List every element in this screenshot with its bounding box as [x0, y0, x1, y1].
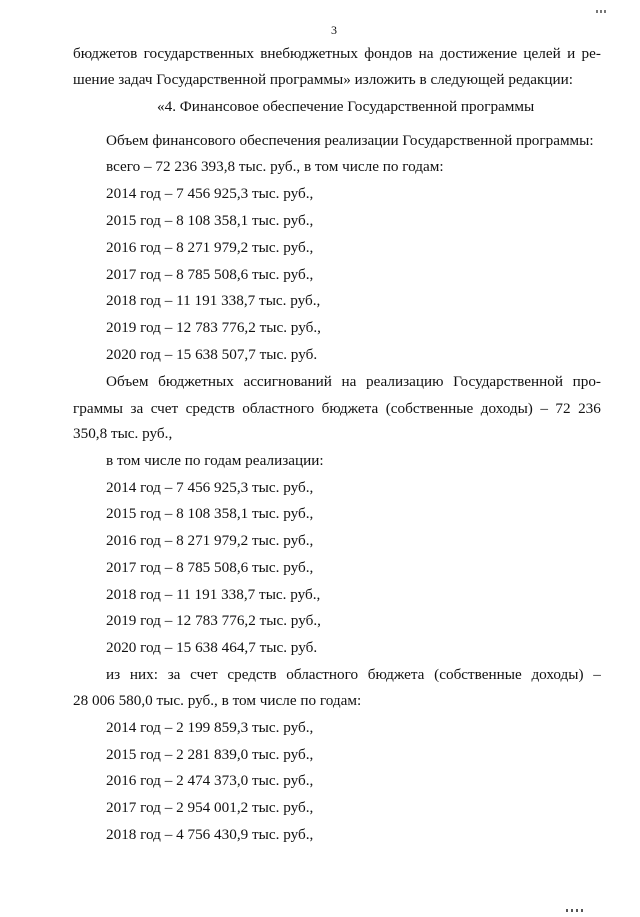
word: целей — [523, 45, 561, 62]
word: средств — [227, 666, 277, 683]
word: и — [567, 45, 576, 62]
word: – — [540, 400, 548, 417]
word: доходы) — [531, 666, 584, 683]
scan-mark-top — [596, 0, 610, 3]
total-year-2017: 2017 год – 8 785 508,6 тыс. руб., — [106, 266, 314, 283]
own-revenue-year-2018: 2018 год – 4 756 430,9 тыс. руб., — [106, 826, 314, 843]
budget-line-2 — [73, 400, 601, 418]
word: реализацию — [366, 373, 444, 390]
word: бюджетных — [158, 373, 234, 390]
word: счет — [190, 666, 218, 683]
page-number: 3 — [331, 23, 337, 37]
word: областного — [286, 666, 359, 683]
budget-year-2018: 2018 год – 11 191 338,7 тыс. руб., — [106, 586, 321, 603]
section-title: «4. Финансовое обеспечение Государственной программы — [157, 98, 535, 115]
word: (собственные — [385, 400, 474, 417]
word: областного — [242, 400, 315, 417]
word: ассигнований — [243, 373, 332, 390]
word: ре- — [581, 45, 601, 62]
word: доходы) — [480, 400, 533, 417]
word: них: — [129, 666, 158, 683]
own-revenue-year-2015: 2015 год – 2 281 839,0 тыс. руб., — [106, 746, 314, 763]
word: бюджета — [321, 400, 379, 417]
word: счет — [150, 400, 179, 417]
total-year-2016: 2016 год – 8 271 979,2 тыс. руб., — [106, 239, 314, 256]
word: бюджетов — [73, 45, 138, 62]
budget-line-1 — [106, 373, 601, 391]
word: средств — [185, 400, 235, 417]
budget-line-4: в том числе по годам реализации: — [106, 452, 324, 469]
word: фондов — [364, 45, 413, 62]
own-revenue-line-1 — [106, 666, 601, 684]
word: за — [167, 666, 181, 683]
word: Объем — [106, 373, 149, 390]
word: 72 — [555, 400, 571, 417]
word: за — [130, 400, 144, 417]
word: достижение — [439, 45, 518, 62]
total-year-2019: 2019 год – 12 783 776,2 тыс. руб., — [106, 319, 321, 336]
word: на — [341, 373, 357, 390]
word: про- — [572, 373, 601, 390]
intro-line-1 — [73, 45, 601, 63]
total-year-2020: 2020 год – 15 638 507,7 тыс. руб. — [106, 346, 318, 363]
total-line-1: Объем финансового обеспечения реализации Государственной программы: — [106, 132, 594, 149]
budget-year-2016: 2016 год – 8 271 979,2 тыс. руб., — [106, 532, 314, 549]
word: – — [593, 666, 601, 683]
total-line-2: всего – 72 236 393,8 тыс. руб., в том числе по годам: — [106, 158, 444, 175]
budget-year-2019: 2019 год – 12 783 776,2 тыс. руб., — [106, 612, 321, 629]
word: 236 — [578, 400, 601, 417]
scan-mark-bottom — [566, 899, 590, 902]
total-year-2014: 2014 год – 7 456 925,3 тыс. руб., — [106, 185, 314, 202]
budget-line-3: 350,8 тыс. руб., — [73, 425, 173, 442]
intro-line-2: шение задач Государственной программы» изложить в следующей редакции: — [73, 71, 573, 88]
own-revenue-year-2016: 2016 год – 2 474 373,0 тыс. руб., — [106, 772, 314, 789]
budget-year-2014: 2014 год – 7 456 925,3 тыс. руб., — [106, 479, 314, 496]
word: внебюджетных — [260, 45, 358, 62]
budget-year-2015: 2015 год – 8 108 358,1 тыс. руб., — [106, 505, 314, 522]
word: бюджета — [367, 666, 425, 683]
budget-year-2020: 2020 год – 15 638 464,7 тыс. руб. — [106, 639, 318, 656]
budget-year-2017: 2017 год – 8 785 508,6 тыс. руб., — [106, 559, 314, 576]
word: на — [418, 45, 434, 62]
word: государственных — [143, 45, 254, 62]
word: (собственные — [434, 666, 522, 683]
total-year-2018: 2018 год – 11 191 338,7 тыс. руб., — [106, 292, 321, 309]
own-revenue-year-2017: 2017 год – 2 954 001,2 тыс. руб., — [106, 799, 314, 816]
own-revenue-year-2014: 2014 год – 2 199 859,3 тыс. руб., — [106, 719, 314, 736]
total-year-2015: 2015 год – 8 108 358,1 тыс. руб., — [106, 212, 314, 229]
word: граммы — [73, 400, 123, 417]
word: из — [106, 666, 121, 683]
own-revenue-line-2: 28 006 580,0 тыс. руб., в том числе по годам: — [73, 692, 362, 709]
word: Государственной — [453, 373, 563, 390]
